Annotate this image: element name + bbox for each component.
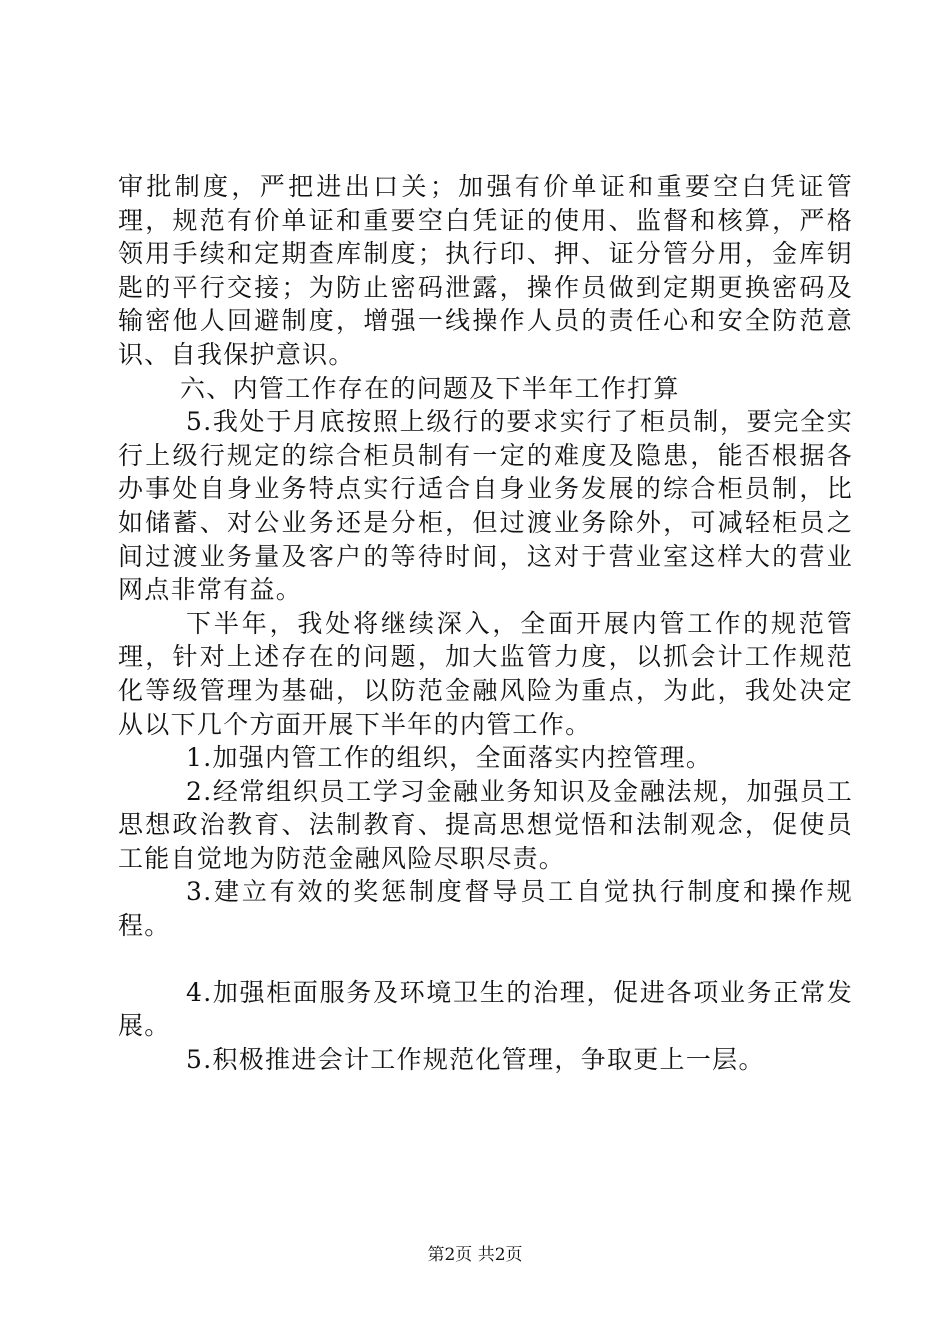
- list-item-4: 4.加强柜面服务及环境卫生的治理，促进各项业务正常发展。: [118, 977, 853, 1041]
- document-body: [118, 170, 853, 1076]
- paragraph-teller-system: 5.我处于月底按照上级行的要求实行了柜员制，要完全实行上级行规定的综合柜员制有一定的难度及隐患，能否根据各办事处自身业务特点实行适合自身业务发展的综合柜员制，比如储蓄、对公业务还是分柜，但过渡业务除外，可减轻柜员之间过渡业务量及客户的等待时间，这对于营业室这样大的营业网点非常有益。: [118, 407, 853, 605]
- paragraph-continuation: 审批制度，严把进出口关；加强有价单证和重要空白凭证管理，规范有价单证和重要空白凭证的使用、监督和核算，严格领用手续和定期查库制度；执行印、押、证分管分用，金库钥匙的平行交接；为防止密码泄露，操作员做到定期更换密码及输密他人回避制度，增强一线操作人员的责任心和安全防范意识、自我保护意识。: [118, 172, 853, 369]
- list-item-3: 3.建立有效的奖惩制度督导员工自觉执行制度和操作规程。: [118, 877, 853, 941]
- paragraph-second-half-plan: 下半年，我处将继续深入，全面开展内管工作的规范管理，针对上述存在的问题，加大监管力度，以抓会计工作规范化等级管理为基础，以防范金融风险为重点，为此，我处决定从以下几个方面开展下半年的内管工作。: [118, 608, 853, 739]
- list-item-1: 1.加强内管工作的组织，全面落实内控管理。: [186, 743, 713, 773]
- page-footer: 第2页 共2页: [427, 1245, 523, 1265]
- list-item-2: 2.经常组织员工学习金融业务知识及金融法规，加强员工思想政治教育、法制教育、提高思想觉悟和法制观念，促使员工能自觉地为防范金融风险尽职尽责。: [118, 776, 853, 873]
- blank-line: [118, 943, 853, 976]
- list-item-5: 5.积极推进会计工作规范化管理，争取更上一层。: [186, 1044, 765, 1074]
- section-heading: 六、内管工作存在的问题及下半年工作打算: [180, 373, 680, 403]
